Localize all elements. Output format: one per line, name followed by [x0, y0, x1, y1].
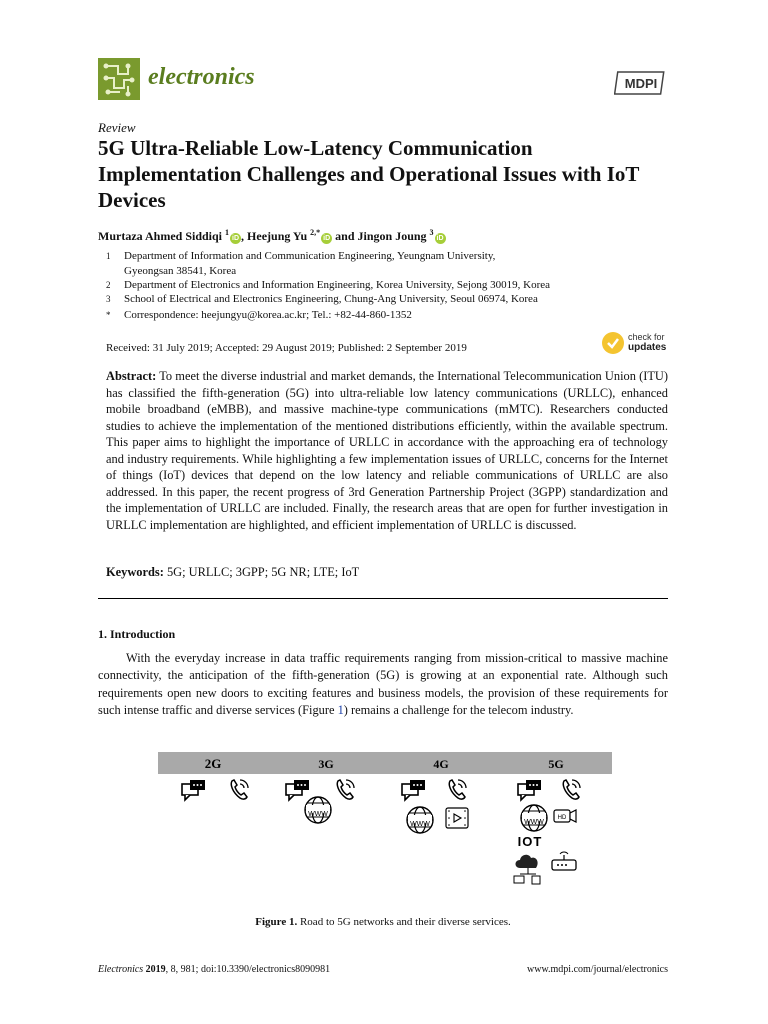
keywords-text: 5G; URLLC; 3GPP; 5G NR; LTE; IoT	[166, 565, 360, 579]
article-type: Review	[98, 120, 136, 135]
affiliation-number: 3	[106, 294, 111, 304]
chat-icon	[518, 780, 541, 800]
abstract-label: Abstract:	[106, 369, 157, 383]
phone-call-icon	[449, 780, 466, 799]
generation-label-4g: 4G	[433, 757, 449, 771]
globe-www-icon	[407, 807, 433, 833]
orcid-icon[interactable]: iD	[436, 235, 444, 242]
phone-call-icon	[337, 780, 354, 799]
hd-camera-icon	[554, 810, 576, 822]
router-icon	[552, 852, 576, 870]
affiliation: Department of Electronics and Information Engineering, Korea University, Sejong 30019, Korea	[124, 279, 551, 291]
phone-call-icon	[563, 780, 580, 799]
chat-icon	[402, 780, 425, 800]
author-affiliation-marker: 1	[225, 228, 230, 237]
globe-www-label: WWW	[524, 819, 544, 826]
generation-label-3g: 3G	[318, 757, 334, 771]
generation-label-2g: 2G	[204, 756, 222, 771]
svg-text:IOT: IOT	[517, 834, 543, 849]
article-title: 5G Ultra-Reliable Low-Latency Communication Implementation Challenges and Operational Issues with IoT Devices	[98, 136, 640, 212]
affiliation-number: 1	[106, 251, 111, 261]
globe-www-label: WWW	[308, 811, 328, 818]
abstract	[106, 368, 668, 533]
figure-caption-label: Figure 1.	[255, 916, 298, 928]
globe-www-icon	[305, 797, 331, 823]
phone-call-icon	[231, 780, 248, 799]
figure-5g-evolution	[158, 752, 612, 902]
figure-header-bar	[158, 752, 612, 774]
author-name: Heejung Yu	[247, 229, 308, 243]
chat-icon	[286, 780, 309, 800]
abstract-text: To meet the diverse industrial and market demands, the International Telecommunication Union (ITU) has classified the fifth-generation (5G) into ultra-reliable low latency communications (URLLC), enhanced mobile broadband (eMBB), and massive machine-type communications (mMTC). Researchers conducted studies to achieve the implementation of the mentioned distributions efficiently, within the available spectrum. This paper aims to highlight the importance of URLLC in accordance with the approaching era of technology and industry requirements. While highlighting a few implementation issues of URLLC, concerns for the Internet of things (IoT) devices that depend on the low latency and reliable communications of URLLC are also addressed. In this paper, the recent progress of 3rd Generation Partnership Project (3GPP) standardization and the implementation of URLLC are included. Finally, the research areas that are open for further investigation in URLLC implementation are highlighted, and efficient implementation of URLLC is discussed.	[106, 369, 669, 532]
author-affiliation-marker: 2,*	[310, 228, 321, 237]
publication-dates: Received: 31 July 2019; Accepted: 29 August 2019; Published: 2 September 2019	[106, 342, 467, 354]
cloud-network-icon	[514, 855, 540, 884]
correspondence: Correspondence: heejungyu@korea.ac.kr; Tel.: +82-44-860-1352	[124, 309, 412, 321]
chat-icon	[182, 780, 205, 800]
footer-citation: Electronics 2019, 8, 981; doi:10.3390/electronics8090981	[98, 964, 331, 975]
affiliation-number: *	[106, 310, 111, 320]
affiliation: Department of Information and Communication Engineering, Yeungnam University, Gyeongsan 38541, Korea	[124, 250, 496, 277]
author-list: Murtaza Ahmed Siddiqi $^1$iD , Heejung Yu $^{2,*}$iD and Jingon Joung $^3$iD	[98, 228, 444, 243]
check-updates-icon	[602, 332, 624, 354]
orcid-icon[interactable]: iD	[232, 235, 240, 242]
journal-logo-icon	[98, 58, 140, 100]
mdpi-logo	[614, 70, 668, 96]
section-divider	[98, 598, 668, 599]
generation-label-5g: 5G	[548, 757, 564, 771]
figure-reference-link[interactable]: 1	[337, 703, 344, 718]
section-heading: 1. Introduction	[98, 627, 176, 641]
figure-caption-text: Road to 5G networks and their diverse services.	[299, 916, 511, 928]
orcid-icon[interactable]: iD	[323, 235, 331, 242]
keywords	[106, 565, 359, 580]
publisher-logo-text: MDPI	[624, 76, 658, 91]
svg-text:HD: HD	[557, 815, 567, 821]
keywords-label: Keywords:	[106, 565, 164, 579]
iot-icon	[518, 834, 543, 849]
author-affiliation-marker: 3	[429, 228, 434, 237]
figure-caption	[98, 916, 668, 928]
affiliation-number: 2	[106, 280, 111, 290]
journal-name: electronics	[148, 64, 255, 90]
affiliation: School of Electrical and Electronics Engineering, Chung-Ang University, Seoul 06974, Korea	[124, 293, 538, 305]
globe-www-label: WWW	[410, 821, 430, 828]
video-icon	[446, 808, 468, 828]
author-name: Murtaza Ahmed Siddiqi	[98, 229, 223, 243]
author-name: Jingon Joung	[357, 229, 427, 243]
footer-journal-url[interactable]: www.mdpi.com/journal/electronics	[527, 964, 668, 975]
intro-paragraph: With the everyday increase in data traffic requirements ranging from mission-critical to massive machine connectivity, the anticipation of the fifth-generation (5G) is growing at an exponential rate. Although such requirements open new doors to exciting features and business models, the provision of these requirements for such intense traffic and diverse services (Figure 1) remains a challenge for the telecom industry.	[98, 651, 668, 718]
globe-www-icon	[521, 805, 547, 831]
check-for-updates-button[interactable]: check for updates	[602, 330, 672, 356]
